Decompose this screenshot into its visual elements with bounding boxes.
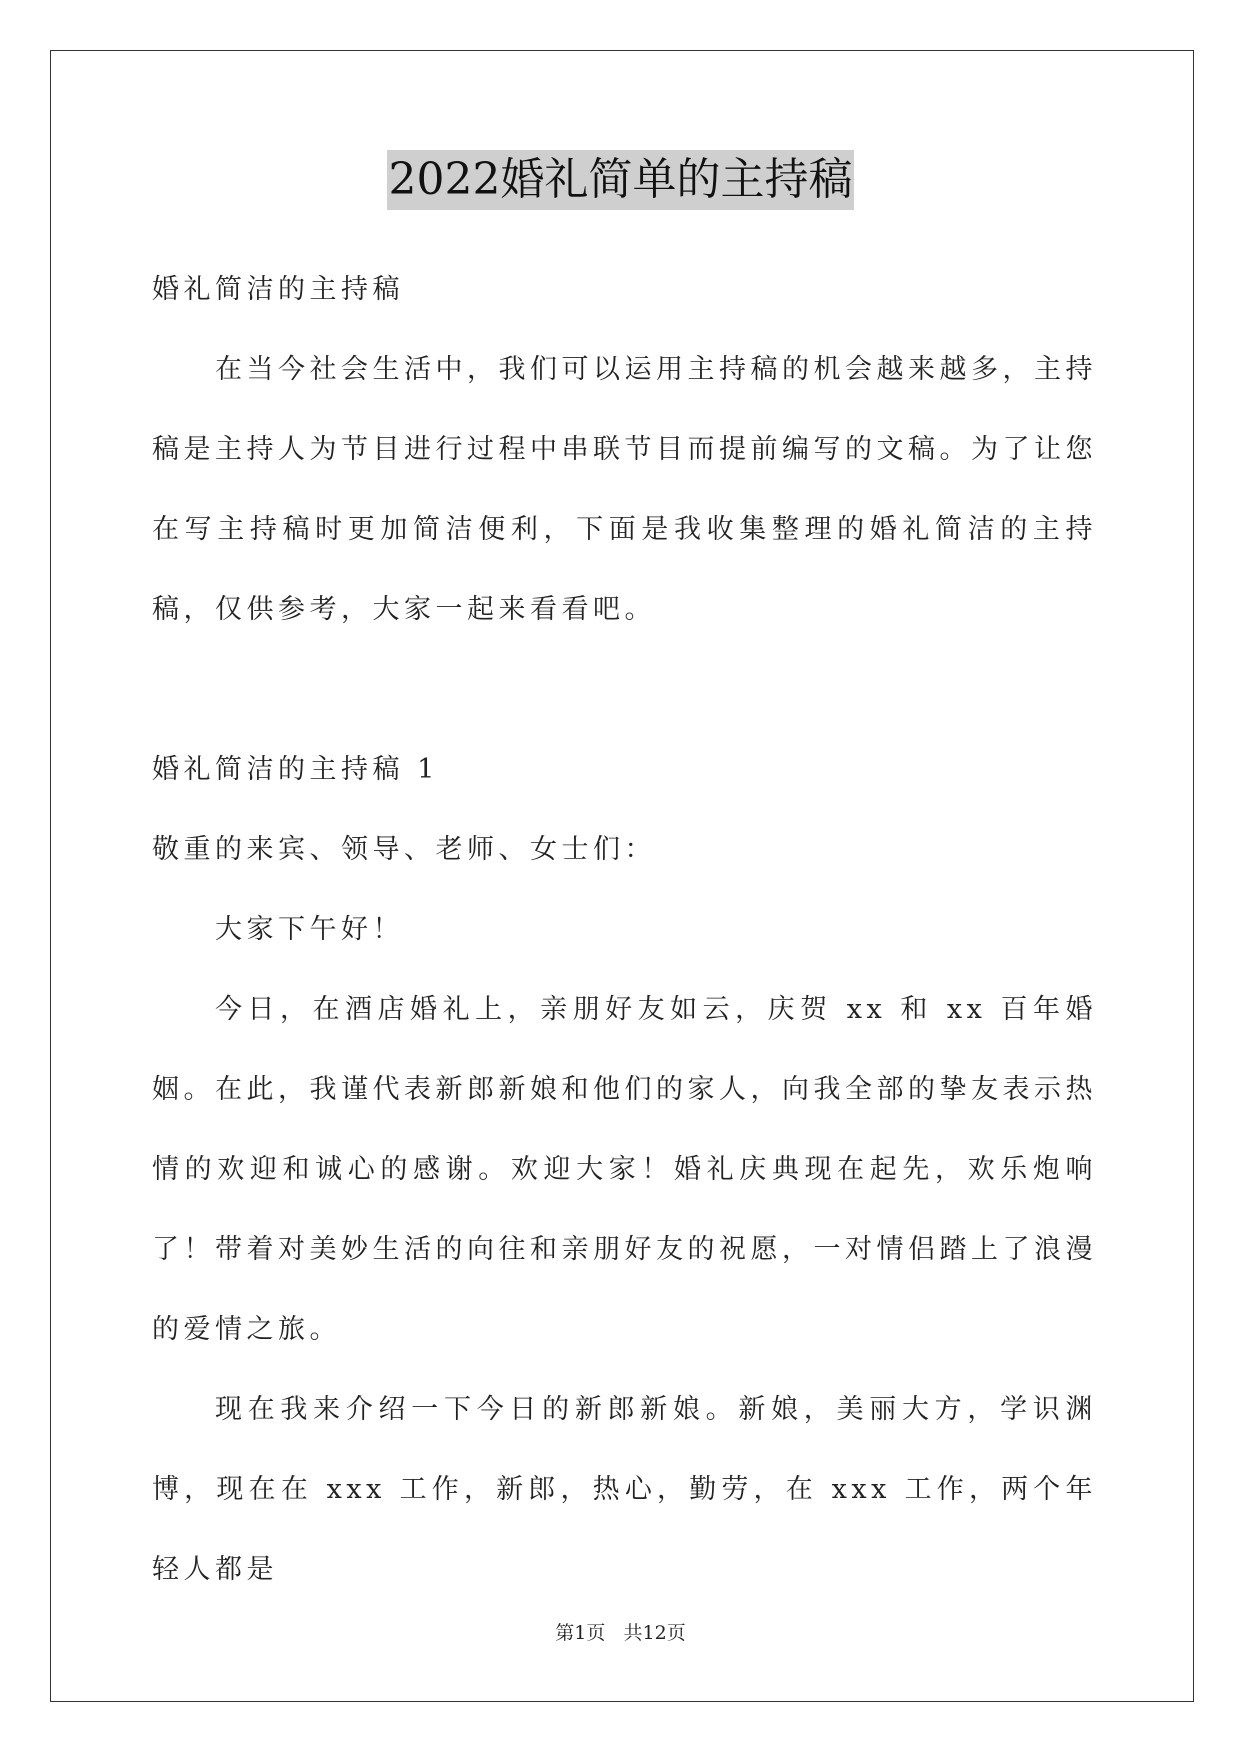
page-number-suffix: 页 <box>586 1622 606 1644</box>
salutation: 敬重的来宾、领导、老师、女士们： <box>152 834 656 865</box>
body-paragraph: 今日，在酒店婚礼上，亲朋好友如云，庆贺 xx 和 xx 百年婚姻。在此，我谨代表新郎新娘和他们的家人，向我全部的挚友表示热情的欢迎和诚心的感谢。欢迎大家！婚礼庆典现在起先，欢乐炮响了！带着对美妙生活的向往和亲朋好友的祝愿，一对情侣踏上了浪漫的爱情之旅。 <box>152 994 1097 1345</box>
body-paragraph: 现在我来介绍一下今日的新郎新娘。新娘，美丽大方，学识渊博，现在在 xxx 工作，新郎，热心，勤劳，在 xxx 工作，两个年轻人都是 <box>152 1394 1097 1585</box>
title-container <box>0 150 1241 210</box>
greeting: 大家下午好！ <box>215 914 404 945</box>
page-total: 12 <box>642 1622 667 1644</box>
document-title: 2022婚礼简单的主持稿 <box>387 150 855 210</box>
intro-heading: 婚礼简洁的主持稿 <box>152 274 404 305</box>
section-heading: 婚礼简洁的主持稿 1 <box>152 754 439 785</box>
document-body <box>152 250 1097 1610</box>
page-number: 1 <box>574 1622 587 1644</box>
page-footer <box>0 1620 1241 1646</box>
page-total-prefix: 共 <box>623 1622 643 1644</box>
intro-paragraph: 在当今社会生活中，我们可以运用主持稿的机会越来越多，主持稿是主持人为节目进行过程中串联节目而提前编写的文稿。为了让您在写主持稿时更加简洁便利，下面是我收集整理的婚礼简洁的主持稿，仅供参考，大家一起来看看吧。 <box>152 354 1097 625</box>
page-total-suffix: 页 <box>666 1622 686 1644</box>
page-number-prefix: 第 <box>555 1622 575 1644</box>
